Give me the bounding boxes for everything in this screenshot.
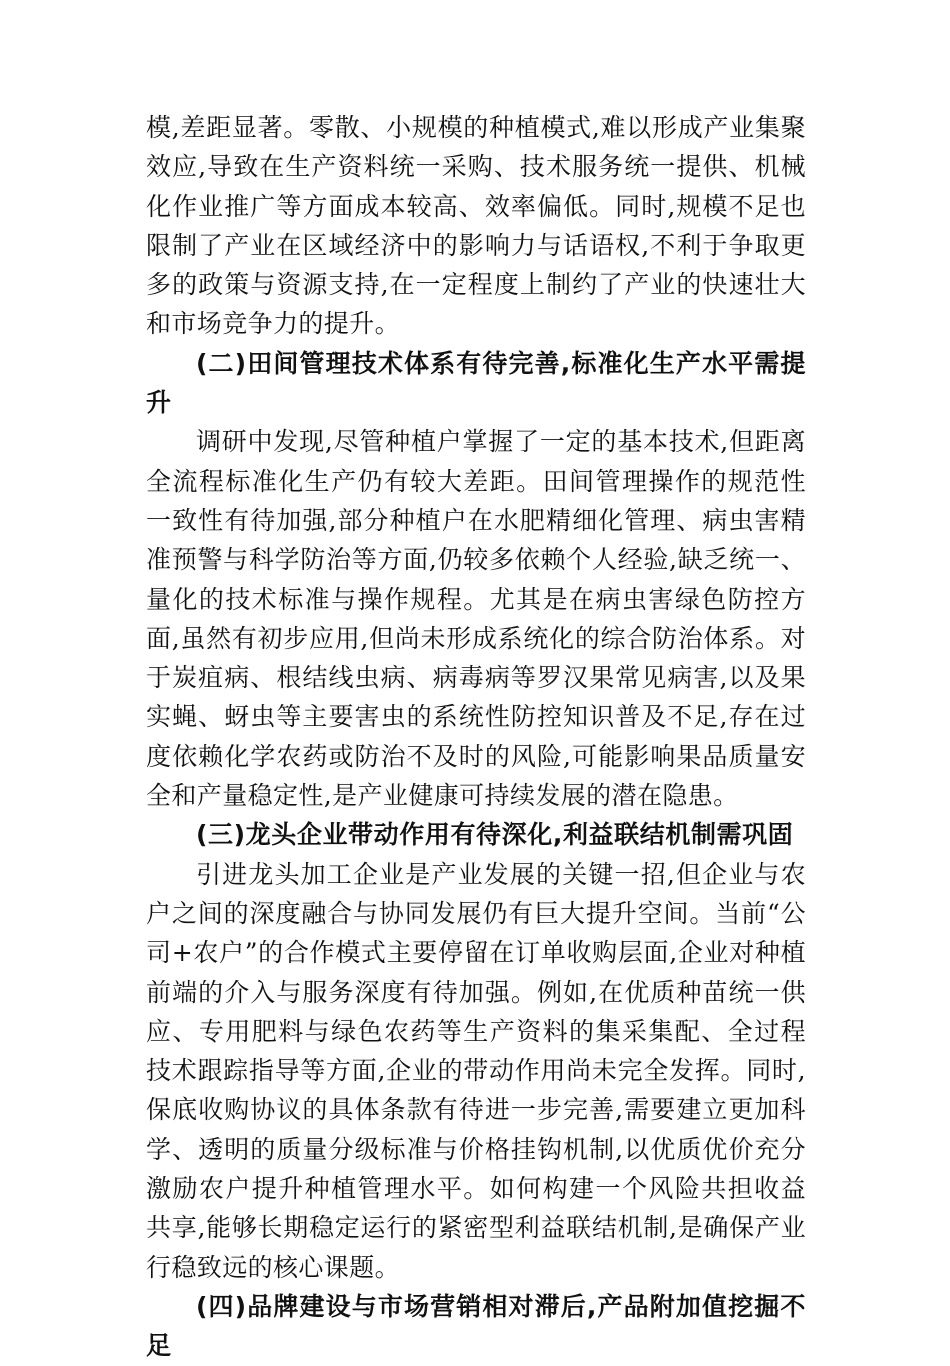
section-heading-4: (四)品牌建设与市场营销相对滞后,产品附加值挖掘不足: [146, 1291, 806, 1361]
paragraph-scale-continued: 模,差距显著。零散、小规模的种植模式,难以形成产业集聚效应,导致在生产资料统一采购、技术服务统一提供、机械化作业推广等方面成本较高、效率偏低。同时,规模不足也限制了产业在区域经济中的影响力与话语权,不利于争取更多的政策与资源支持,在一定程度上制约了产业的快速壮大和市场竞争力的提升。: [146, 113, 806, 339]
paragraph-leading-enterprise: 引进龙头加工企业是产业发展的关键一招,但企业与农户之间的深度融合与协同发展仍有巨大提升空间。当前“公司+农户”的合作模式主要停留在订单收购层面,企业对种植前端的介入与服务深度有待加强。例如,在优质种苗统一供应、专用肥料与绿色农药等生产资料的集采集配、全过程技术跟踪指导等方面,企业的带动作用尚未完全发挥。同时,保底收购协议的具体条款有待进一步完善,需要建立更加科学、透明的质量分级标准与价格挂钩机制,以优质优价充分激励农户提升种植管理水平。如何构建一个风险共担收益共享,能够长期稳定运行的紧密型利益联结机制,是确保产业行稳致远的核心课题。: [146, 859, 806, 1282]
paragraph-field-management: 调研中发现,尽管种植户掌握了一定的基本技术,但距离全流程标准化生产仍有较大差距。田间管理操作的规范性一致性有待加强,部分种植户在水肥精细化管理、病虫害精准预警与科学防治等方面,仍较多依赖个人经验,缺乏统一、量化的技术标准与操作规程。尤其是在病虫害绿色防控方面,虽然有初步应用,但尚未形成系统化的综合防治体系。对于炭疽病、根结线虫病、病毒病等罗汉果常见病害,以及果实蝇、蚜虫等主要害虫的系统性防控知识普及不足,存在过度依赖化学农药或防治不及时的风险,可能影响果品质量安全和产量稳定性,是产业健康可持续发展的潜在隐患。: [146, 427, 806, 811]
section-heading-2: (二)田间管理技术体系有待完善,标准化生产水平需提升: [146, 348, 806, 418]
section-heading-3: (三)龙头企业带动作用有待深化,利益联结机制需巩固: [196, 820, 794, 850]
document-page: [146, 108, 806, 1366]
